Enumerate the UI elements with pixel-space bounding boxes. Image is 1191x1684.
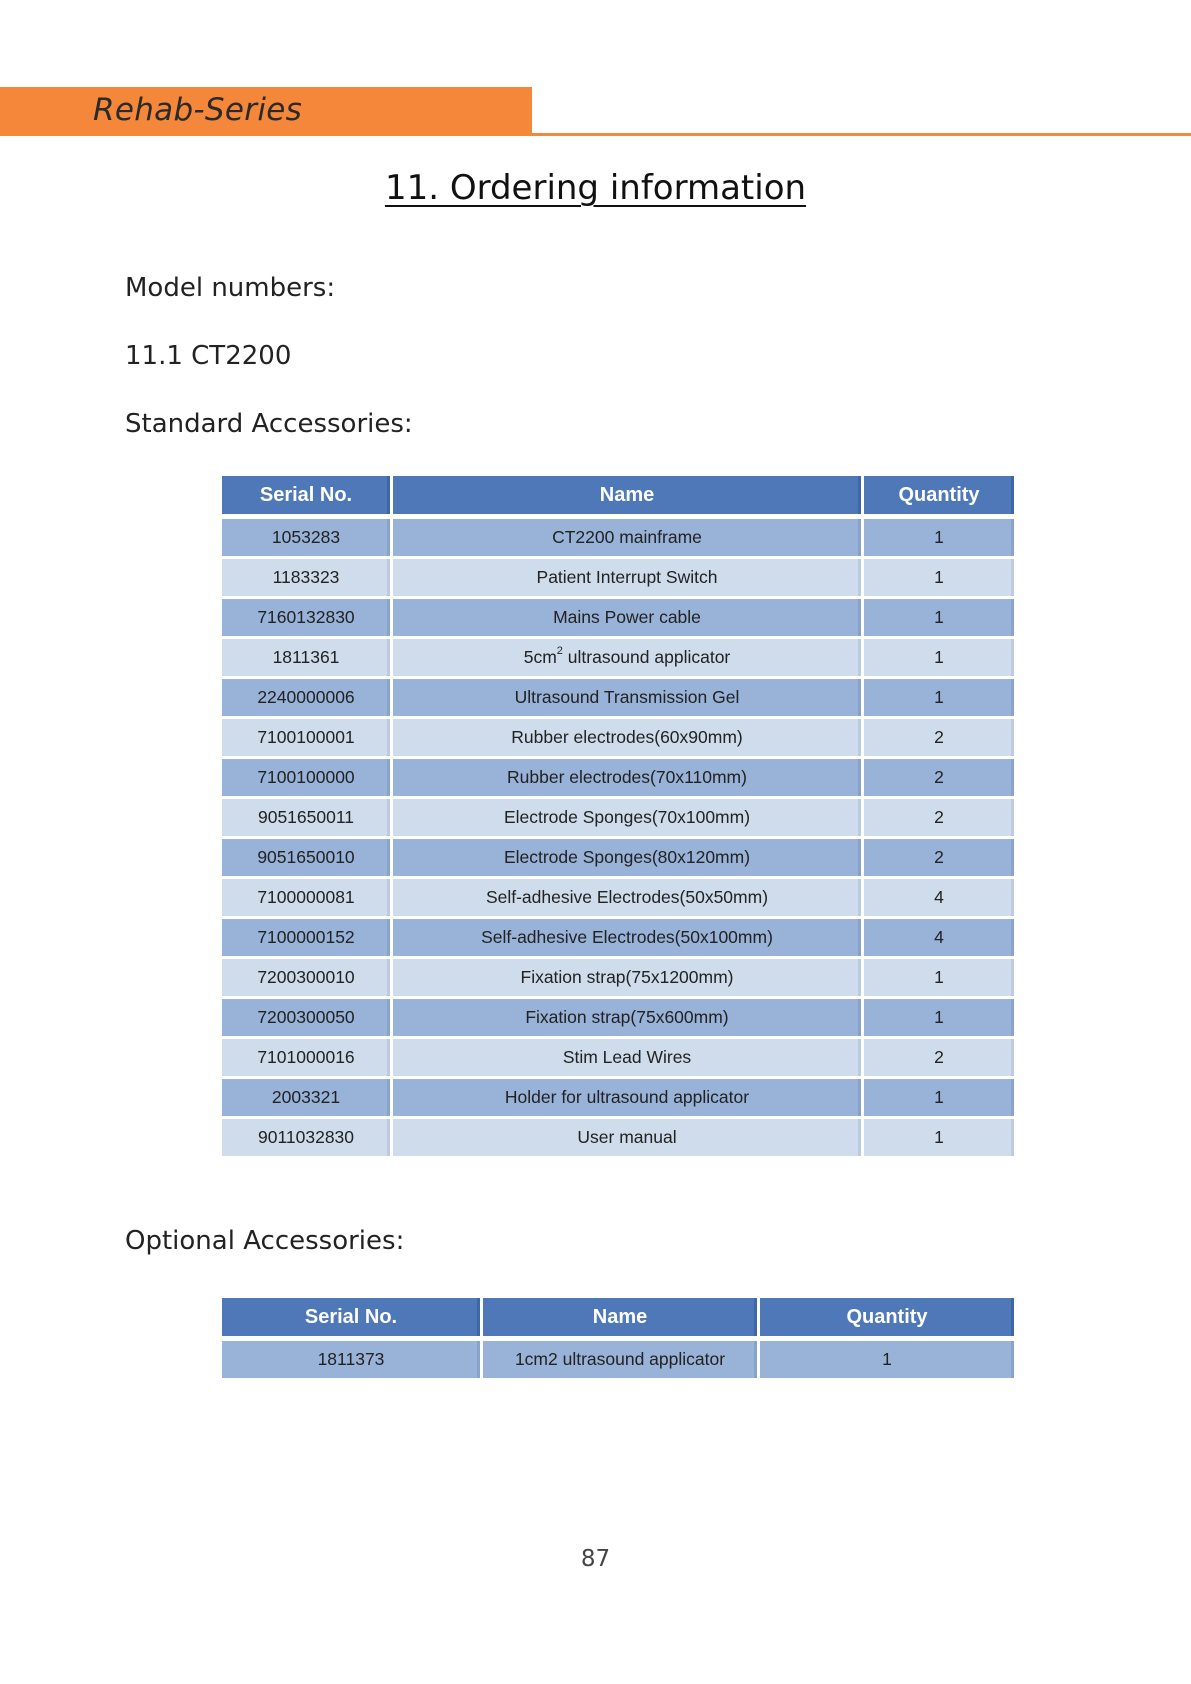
column-header-quantity: Quantity [760,1298,1014,1336]
table-row [222,559,1014,599]
table-row [222,839,1014,879]
quantity-cell: 1 [864,679,1014,719]
serial-cell: 7100100001 [222,719,393,759]
model-heading [125,341,291,371]
name-cell: Patient Interrupt Switch [393,559,864,599]
quantity-cell: 1 [864,559,1014,599]
standard-accessories-table [222,476,1014,1159]
quantity-cell: 4 [864,919,1014,959]
name-cell: Fixation strap(75x1200mm) [393,959,864,999]
serial-cell: 9011032830 [222,1119,393,1159]
table-row [222,1079,1014,1119]
quantity-cell: 1 [864,639,1014,679]
serial-cell: 7100100000 [222,759,393,799]
column-header-name: Name [483,1298,760,1336]
quantity-cell: 1 [864,1079,1014,1119]
quantity-cell: 1 [760,1341,1014,1381]
name-superscript: 2 [556,645,563,657]
table-row [222,719,1014,759]
table-row [222,879,1014,919]
name-cell: Mains Power cable [393,599,864,639]
serial-cell: 7100000152 [222,919,393,959]
name-prefix: 5cm [523,647,557,667]
quantity-cell: 4 [864,879,1014,919]
serial-cell: 1811373 [222,1341,483,1381]
optional-accessories-label: Optional Accessories: [125,1226,405,1256]
column-header-quantity: Quantity [864,476,1014,514]
page-title: 11. Ordering information [384,168,807,208]
name-cell: CT2200 mainframe [393,519,864,559]
table-row [222,799,1014,839]
serial-cell: 7160132830 [222,599,393,639]
name-cell: Self-adhesive Electrodes(50x50mm) [393,879,864,919]
series-name: Rehab-Series [93,92,303,128]
name-cell: Electrode Sponges(80x120mm) [393,839,864,879]
table-row [222,519,1014,559]
serial-cell: 7200300050 [222,999,393,1039]
quantity-cell: 1 [864,959,1014,999]
serial-cell: 7100000081 [222,879,393,919]
name-cell: Rubber electrodes(60x90mm) [393,719,864,759]
table-row [222,599,1014,639]
model-numbers-label: Model numbers: [125,273,336,303]
serial-cell: 1053283 [222,519,393,559]
name-cell [393,639,864,679]
table-header-row [222,476,1014,514]
name-cell: Stim Lead Wires [393,1039,864,1079]
serial-cell: 2240000006 [222,679,393,719]
table-row [222,679,1014,719]
optional-accessories-table [222,1298,1014,1381]
quantity-cell: 2 [864,1039,1014,1079]
name-cell: Ultrasound Transmission Gel [393,679,864,719]
table-row [222,1341,1014,1381]
name-cell: User manual [393,1119,864,1159]
table-header-row [222,1298,1014,1336]
quantity-cell: 1 [864,519,1014,559]
quantity-cell: 1 [864,1119,1014,1159]
name-cell: Holder for ultrasound applicator [393,1079,864,1119]
serial-cell: 1811361 [222,639,393,679]
quantity-cell: 2 [864,719,1014,759]
column-header-name: Name [393,476,864,514]
quantity-cell: 1 [864,999,1014,1039]
serial-cell: 9051650011 [222,799,393,839]
serial-cell: 1183323 [222,559,393,599]
column-header-serial: Serial No. [222,1298,483,1336]
model-heading-text: 11.1 CT2200 [125,341,292,371]
table-row [222,999,1014,1039]
serial-cell: 9051650010 [222,839,393,879]
quantity-cell: 2 [864,759,1014,799]
quantity-cell: 2 [864,799,1014,839]
table-row [222,639,1014,679]
name-cell: Self-adhesive Electrodes(50x100mm) [393,919,864,959]
serial-cell: 2003321 [222,1079,393,1119]
quantity-cell: 1 [864,599,1014,639]
name-cell: 1cm2 ultrasound applicator [483,1341,760,1381]
table-row [222,759,1014,799]
quantity-cell: 2 [864,839,1014,879]
page-number: 87 [580,1546,611,1572]
serial-cell: 7200300010 [222,959,393,999]
serial-cell: 7101000016 [222,1039,393,1079]
table-row [222,1039,1014,1079]
table-row [222,959,1014,999]
name-cell: Electrode Sponges(70x100mm) [393,799,864,839]
name-cell: Fixation strap(75x600mm) [393,999,864,1039]
standard-accessories-label: Standard Accessories: [125,409,413,439]
name-suffix: ultrasound applicator [562,647,731,667]
column-header-serial: Serial No. [222,476,393,514]
table-row [222,1119,1014,1159]
header-rule [532,133,1191,136]
table-row [222,919,1014,959]
name-cell: Rubber electrodes(70x110mm) [393,759,864,799]
